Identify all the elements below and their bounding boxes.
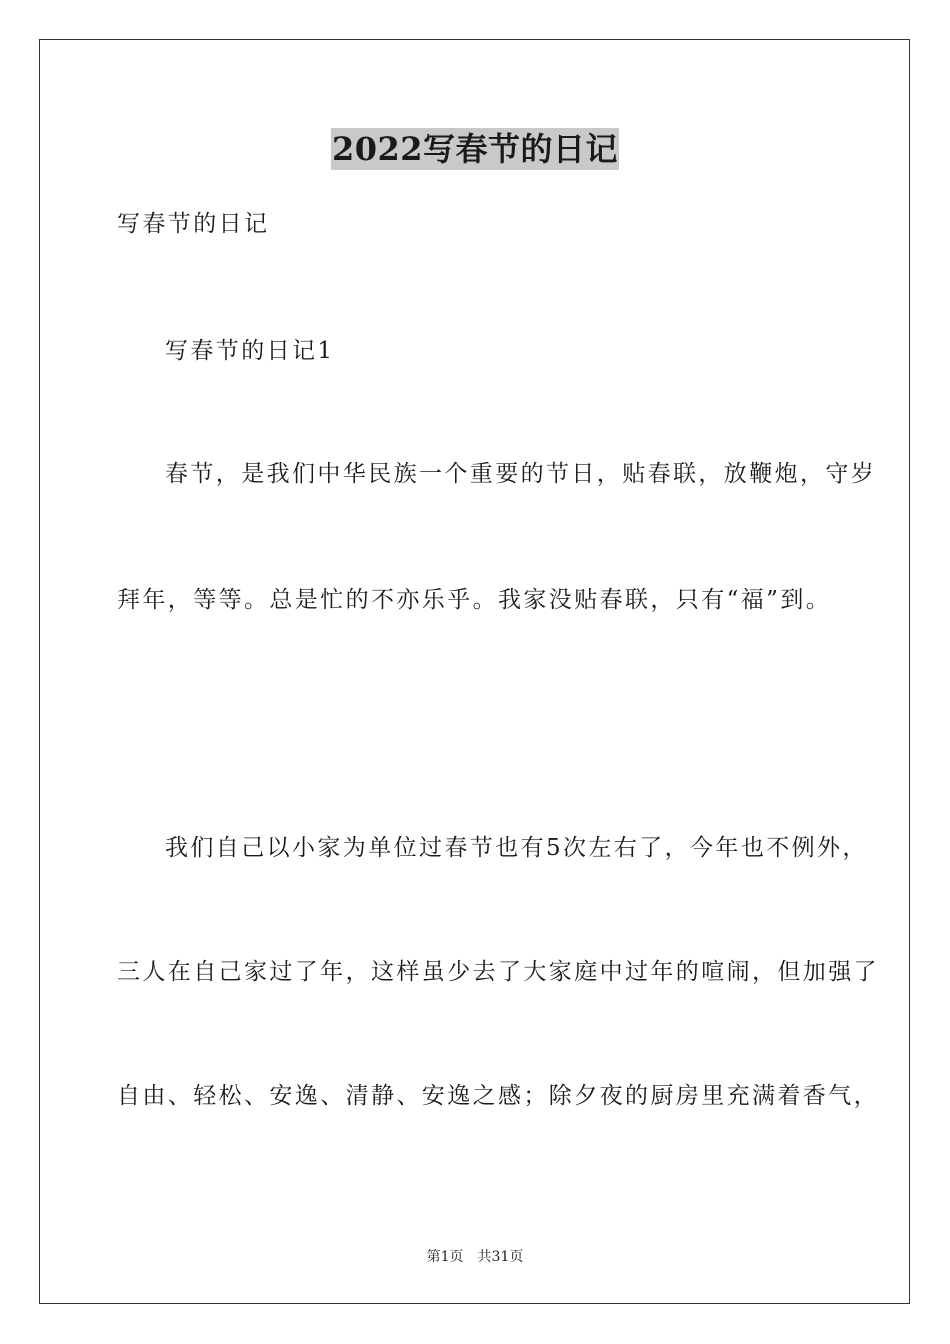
current-page-label: 第1页: [426, 1249, 464, 1265]
paragraph-line: 拜年，等等。总是忙的不亦乐乎。我家没贴春联，只有“福”到。: [117, 587, 832, 613]
paragraph-line: 春节，是我们中华民族一个重要的节日，贴春联，放鞭炮，守岁: [165, 461, 877, 487]
total-pages-label: 共31页: [477, 1249, 524, 1265]
paragraph-line: 我们自己以小家为单位过春节也有5次左右了，今年也不例外，: [165, 835, 868, 861]
page-footer: [0, 1247, 950, 1267]
document-title: 2022写春节的日记: [331, 130, 619, 168]
document-subtitle: 写春节的日记: [117, 211, 270, 237]
paragraph-line: 三人在自己家过了年，这样虽少去了大家庭中过年的喧闹，但加强了: [117, 959, 879, 985]
document-title-block: [0, 128, 950, 170]
paragraph-line: 自由、轻松、安逸、清静、安逸之感；除夕夜的厨房里充满着香气，: [117, 1083, 879, 1109]
section-heading: 写春节的日记1: [165, 338, 335, 364]
